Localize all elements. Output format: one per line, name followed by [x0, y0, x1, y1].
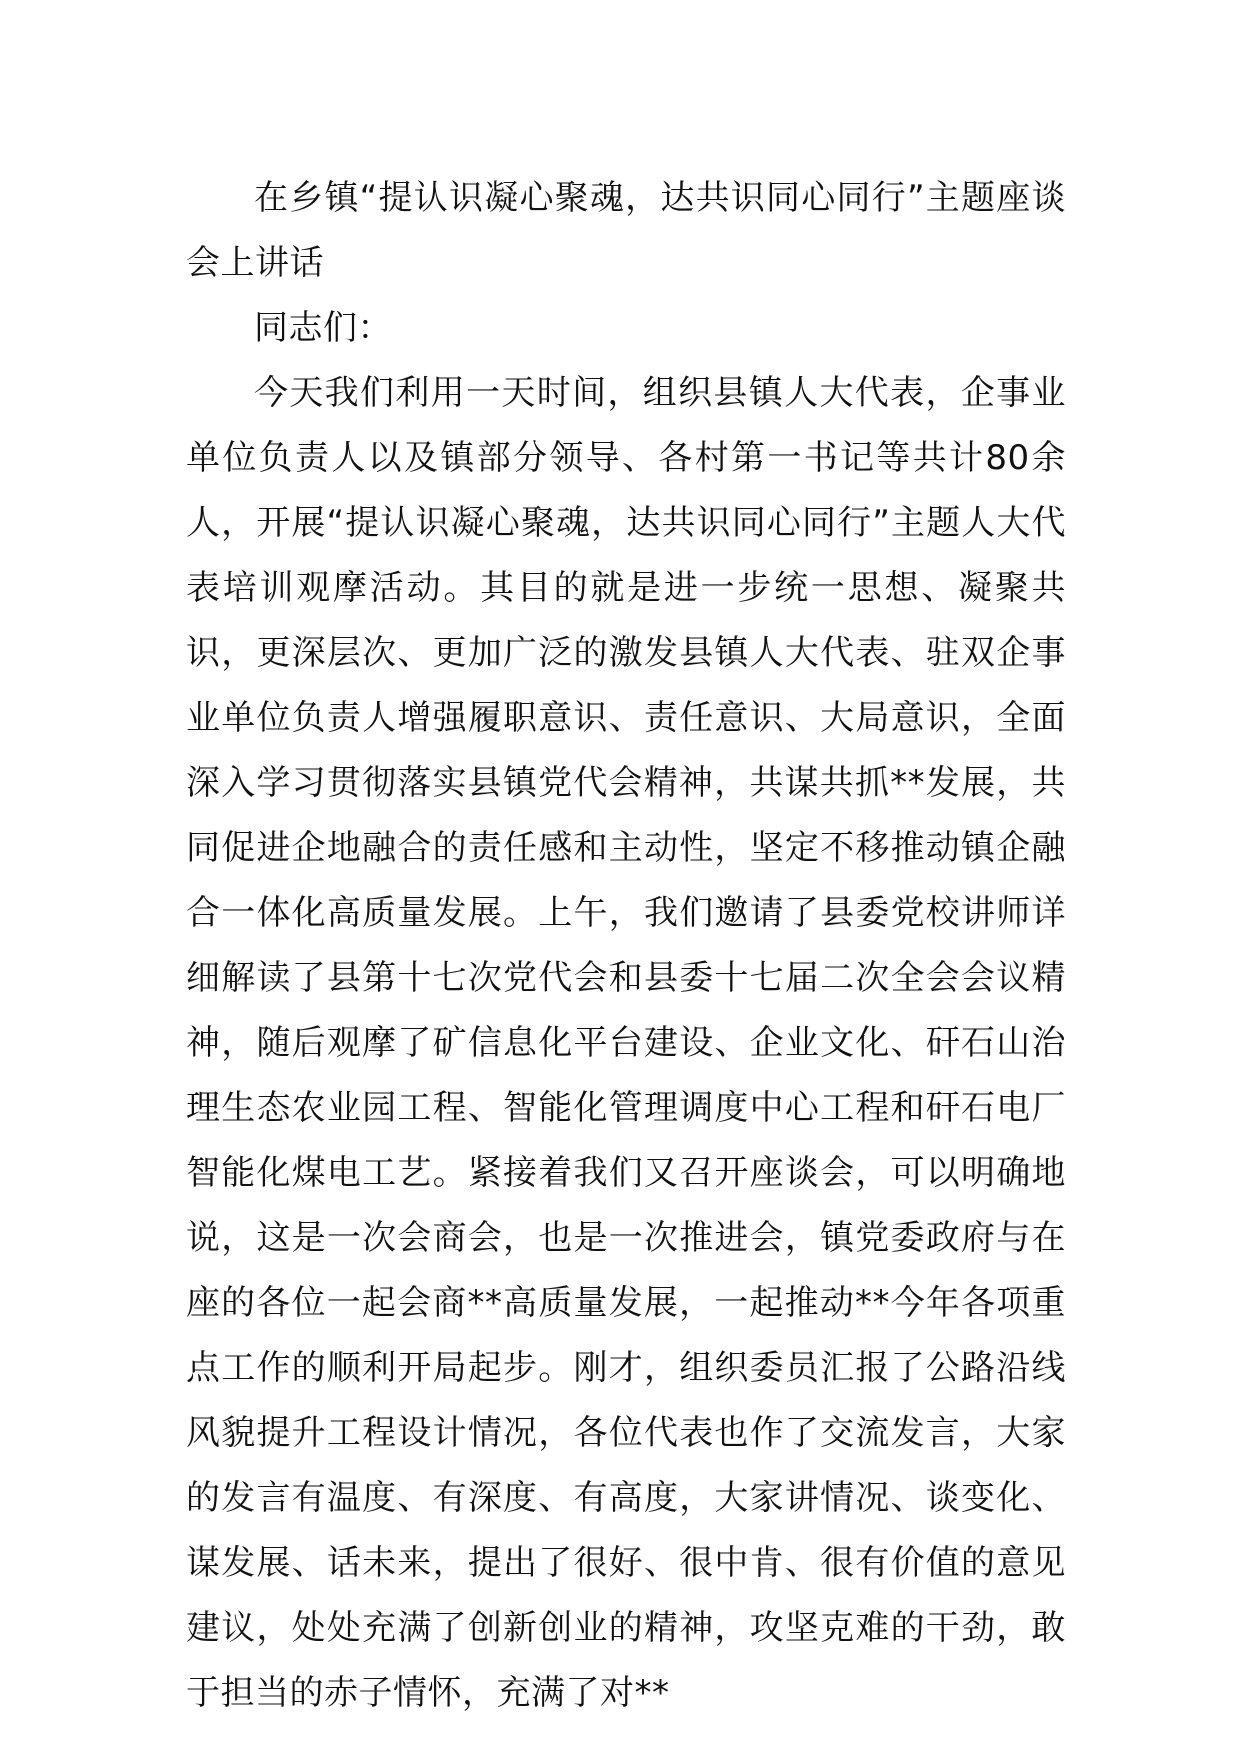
document-body: [186, 166, 1066, 1726]
salutation: 同志们：: [254, 308, 392, 348]
body-paragraph: 今天我们利用一天时间，组织县镇人大代表，企事业单位负责人以及镇部分领导、各村第一书记等共计80余人，开展“提认识凝心聚魂，达共识同心同行”主题人大代表培训观摩活动。其目的就是进一步统一思想、凝聚共识，更深层次、更加广泛的激发县镇人大代表、驻双企事业单位负责人增强履职意识、责任意识、大局意识，全面深入学习贯彻落实县镇党代会精神，共谋共抓**发展，共同促进企地融合的责任感和主动性，坚定不移推动镇企融合一体化高质量发展。上午，我们邀请了县委党校讲师详细解读了县第十七次党代会和县委十七届二次全会会议精神，随后观摩了矿信息化平台建设、企业文化、矸石山治理生态农业园工程、智能化管理调度中心工程和矸石电厂智能化煤电工艺。紧接着我们又召开座谈会，可以明确地说，这是一次会商会，也是一次推进会，镇党委政府与在座的各位一起会商**高质量发展，一起推动**今年各项重点工作的顺利开局起步。刚才，组织委员汇报了公路沿线风貌提升工程设计情况，各位代表也作了交流发言，大家的发言有温度、有深度、有高度，大家讲情况、谈变化、谋发展、话未来，提出了很好、很中肯、很有价值的意见建议，处处充满了创新创业的精神，攻坚克难的干劲，敢于担当的赤子情怀，充满了对**: [186, 373, 1066, 1713]
document-title: 在乡镇“提认识凝心聚魂，达共识同心同行”主题座谈会上讲话: [186, 178, 1066, 283]
